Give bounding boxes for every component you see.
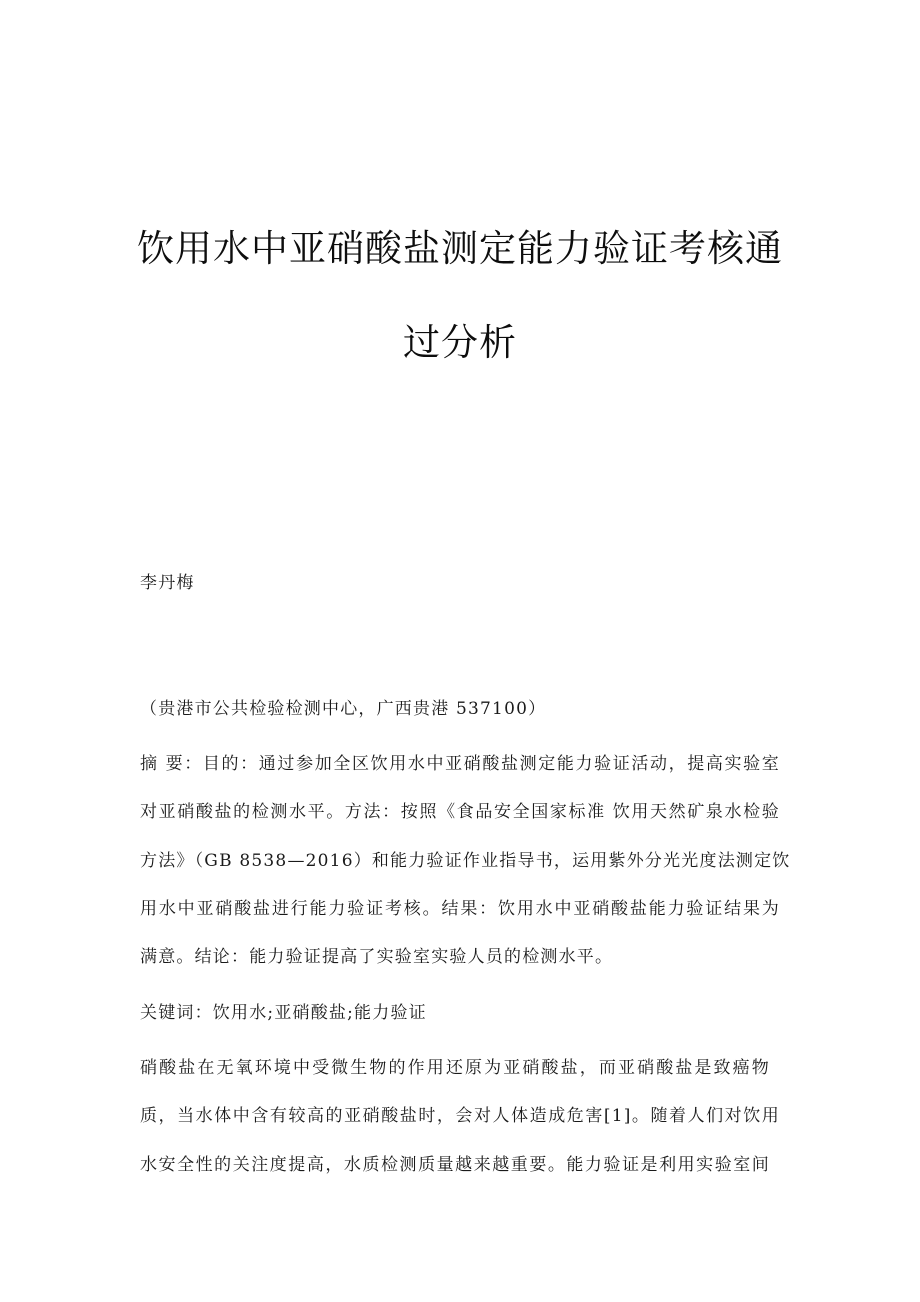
keywords: 关键词：饮用水;亚硝酸盐;能力验证 xyxy=(140,1003,427,1023)
abstract-line: 方法》（GB 8538—2016）和能力验证作业指导书，运用紫外分光光度法测定饮 xyxy=(140,851,791,871)
title-line-2: 过分析 xyxy=(403,321,517,364)
body-line: 质，当水体中含有较高的亚硝酸盐时，会对人体造成危害[1]。随着人们对饮用 xyxy=(140,1106,780,1126)
body-line: 硝酸盐在无氧环境中受微生物的作用还原为亚硝酸盐，而亚硝酸盐是致癌物 xyxy=(140,1058,770,1078)
abstract-line: 满意。结论：能力验证提高了实验室实验人员的检测水平。 xyxy=(140,947,614,967)
abstract-line: 摘 要：目的：通过参加全区饮用水中亚硝酸盐测定能力验证活动，提高实验室 xyxy=(140,754,780,774)
abstract-line: 对亚硝酸盐的检测水平。方法：按照《食品安全国家标准 饮用天然矿泉水检验 xyxy=(140,802,780,822)
title-line-1: 饮用水中亚硝酸盐测定能力验证考核通 xyxy=(137,227,783,270)
author-name: 李丹梅 xyxy=(140,573,195,593)
body-line: 水安全性的关注度提高，水质检测质量越来越重要。能力验证是利用实验室间 xyxy=(140,1155,770,1175)
author-affiliation: （贵港市公共检验检测中心，广西贵港 537100） xyxy=(140,699,547,719)
abstract-line: 用水中亚硝酸盐进行能力验证考核。结果：饮用水中亚硝酸盐能力验证结果为 xyxy=(140,899,780,919)
